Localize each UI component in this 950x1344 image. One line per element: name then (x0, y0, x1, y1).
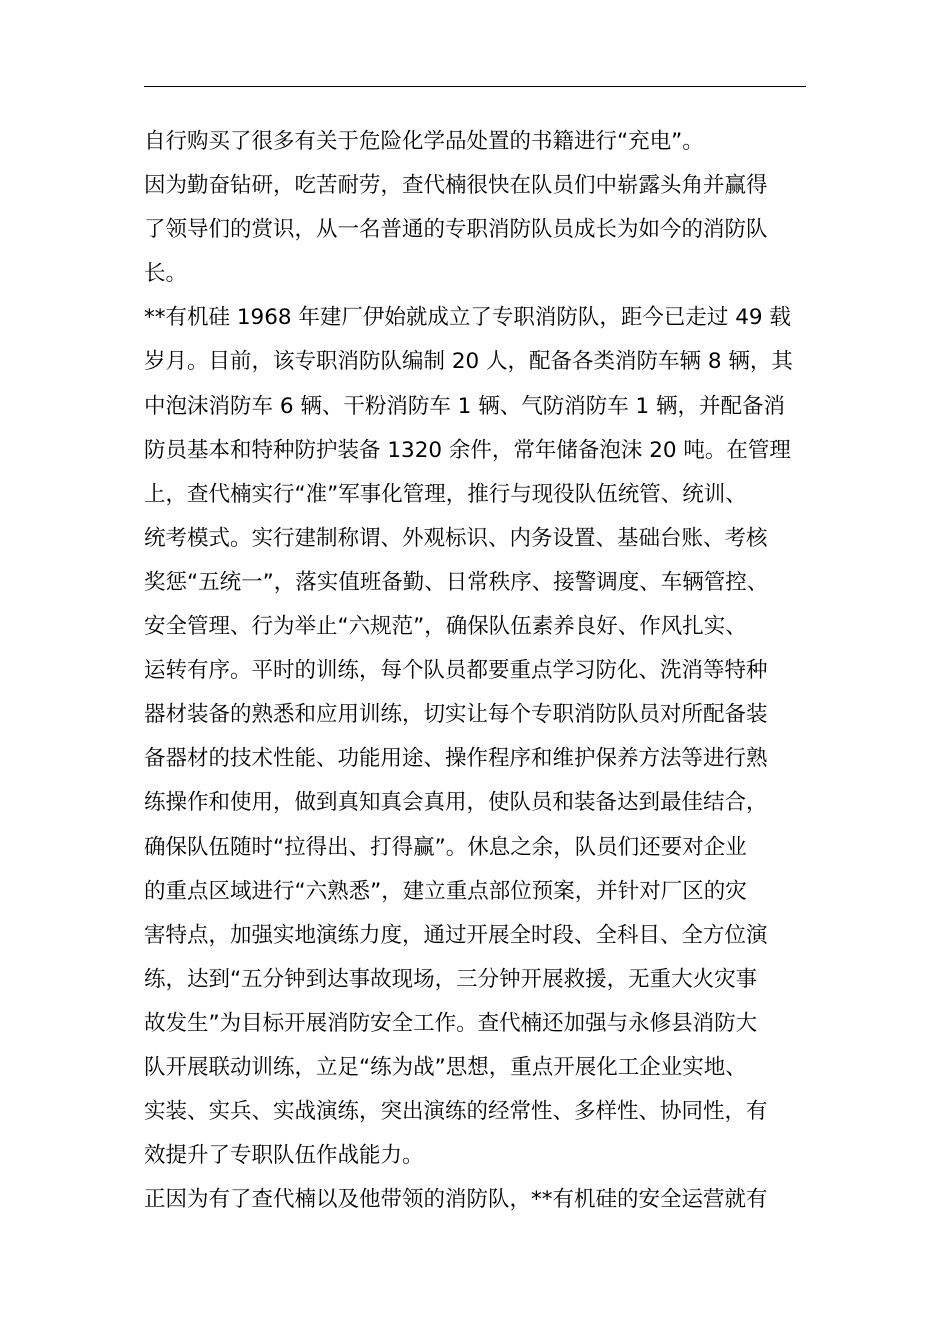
text-line: 练，达到“五分钟到达事故现场，三分钟开展救援，无重大火灾事 (144, 966, 758, 992)
text-line: 害特点，加强实地演练力度，通过开展全时段、全科目、全方位演 (144, 922, 768, 948)
text-line: 效提升了专职队伍作战能力。 (144, 1143, 424, 1169)
text-line: 因为勤奋钻研，吃苦耐劳，查代楠很快在队员们中崭露头角并赢得 (144, 173, 768, 199)
text-line: 运转有序。平时的训练，每个队员都要重点学习防化、洗消等特种 (144, 658, 768, 684)
header-rule (144, 86, 806, 87)
text-line: 故发生”为目标开展消防安全工作。查代楠还加强与永修县消防大 (144, 1010, 758, 1036)
text-line: 长。 (144, 261, 188, 287)
text-line: 正因为有了查代楠以及他带领的消防队，**有机硅的安全运营就有 (144, 1187, 768, 1213)
text-line: 备器材的技术性能、功能用途、操作程序和维护保养方法等进行熟 (144, 746, 768, 772)
text-line: 确保队伍随时“拉得出、打得赢”。休息之余，队员们还要对企业 (144, 834, 747, 860)
body-text (144, 120, 820, 1222)
text-line: 上，查代楠实行“准”军事化管理，推行与现役队伍统管、统训、 (144, 481, 747, 507)
text-line: 练操作和使用，做到真知真会真用，使队员和装备达到最佳结合， (144, 790, 768, 816)
text-line: 器材装备的熟悉和应用训练，切实让每个专职消防队员对所配备装 (144, 702, 768, 728)
text-line: 自行购买了很多有关于危险化学品处置的书籍进行“充电”。 (144, 129, 704, 154)
text-line: 奖惩“五统一”，落实值班备勤、日常秩序、接警调度、车辆管控、 (144, 569, 769, 595)
text-line: 中泡沫消防车 6 辆、干粉消防车 1 辆、气防消防车 1 辆，并配备消 (144, 393, 786, 419)
text-line: 了领导们的赏识，从一名普通的专职消防队员成长为如今的消防队 (144, 217, 768, 243)
text-line: 实装、实兵、实战演练，突出演练的经常性、多样性、协同性，有 (144, 1099, 768, 1125)
text-line: 的重点区域进行“六熟悉”，建立重点部位预案，并针对厂区的灾 (144, 878, 747, 904)
text-line: 安全管理、行为举止“六规范”，确保队伍素养良好、作风扎实、 (144, 614, 747, 640)
text-line: 队开展联动训练，立足“练为战”思想，重点开展化工企业实地、 (144, 1054, 747, 1080)
text-line: 岁月。目前，该专职消防队编制 20 人，配备各类消防车辆 8 辆，其 (144, 349, 793, 375)
text-line: **有机硅 1968 年建厂伊始就成立了专职消防队，距今已走过 49 载 (144, 305, 791, 331)
text-line: 防员基本和特种防护装备 1320 余件，常年储备泡沫 20 吨。在管理 (144, 437, 791, 463)
text-line: 统考模式。实行建制称谓、外观标识、内务设置、基础台账、考核 (144, 525, 768, 551)
